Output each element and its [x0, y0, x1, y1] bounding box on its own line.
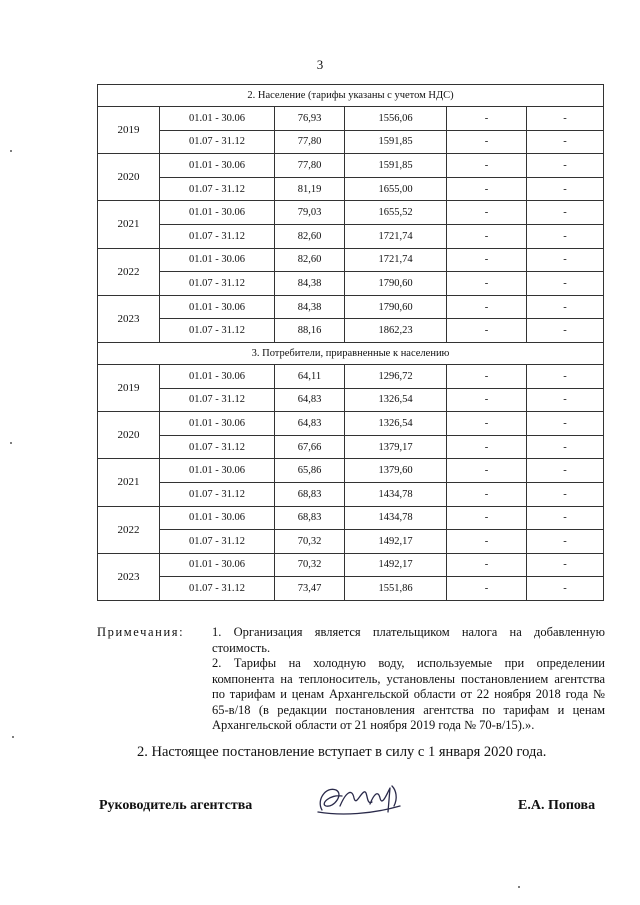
- tariff-table: [97, 84, 604, 601]
- table-row: [98, 248, 604, 272]
- note-item: 2. Тарифы на холодную воду, используемые при определении компонента на теплоноситель, установлены постановлением агентства по тарифам и ценам Архангельской области от 22 ноября 2018 года № 65-в/18 (в редакции постановления агентства по тарифам и ценам Архангельской области от 21 ноября 2019 года № 70-в/15).».: [212, 656, 605, 732]
- tariff-cell: -: [447, 388, 527, 412]
- tariff-cell: -: [527, 272, 604, 296]
- tariff-cell: -: [527, 435, 604, 459]
- tariff-cell: 65,86: [275, 459, 345, 483]
- tariff-cell: -: [527, 154, 604, 178]
- tariff-cell: 1434,78: [345, 506, 447, 530]
- year-cell: 2021: [98, 459, 160, 506]
- tariff-cell: -: [527, 295, 604, 319]
- notes-label: Примечания:: [97, 625, 185, 639]
- tariff-cell: 68,83: [275, 482, 345, 506]
- tariff-cell: 88,16: [275, 319, 345, 343]
- tariff-cell: -: [447, 224, 527, 248]
- signatory-name: Е.А. Попова: [518, 798, 596, 813]
- tariff-cell: 1379,60: [345, 459, 447, 483]
- year-cell: 2020: [98, 154, 160, 201]
- year-cell: 2023: [98, 295, 160, 342]
- tariff-cell: -: [527, 248, 604, 272]
- tariff-cell: 1721,74: [345, 248, 447, 272]
- year-cell: 2021: [98, 201, 160, 248]
- page-number: 3: [316, 57, 324, 72]
- tariff-cell: -: [447, 435, 527, 459]
- tariff-cell: 67,66: [275, 435, 345, 459]
- tariff-cell: 1492,17: [345, 553, 447, 577]
- table-row: [98, 224, 604, 248]
- tariff-cell: 84,38: [275, 272, 345, 296]
- year-cell: 2022: [98, 248, 160, 295]
- table-row: [98, 435, 604, 459]
- table-row: [98, 577, 604, 601]
- period-cell: 01.07 - 31.12: [160, 272, 275, 296]
- tariff-cell: -: [527, 577, 604, 601]
- table-row: [98, 319, 604, 343]
- tariff-cell: -: [447, 482, 527, 506]
- signatory-position: Руководитель агентства: [99, 798, 253, 813]
- period-cell: 01.07 - 31.12: [160, 482, 275, 506]
- tariff-cell: -: [447, 201, 527, 225]
- scan-mark: [518, 886, 520, 888]
- period-cell: 01.01 - 30.06: [160, 295, 275, 319]
- tariff-cell: 1655,00: [345, 177, 447, 201]
- year-cell: 2022: [98, 506, 160, 553]
- tariff-cell: 1551,86: [345, 577, 447, 601]
- table-row: [98, 272, 604, 296]
- period-cell: 01.01 - 30.06: [160, 248, 275, 272]
- tariff-cell: -: [527, 130, 604, 154]
- tariff-cell: 1591,85: [345, 154, 447, 178]
- period-cell: 01.01 - 30.06: [160, 201, 275, 225]
- tariff-cell: 1721,74: [345, 224, 447, 248]
- tariff-cell: 1434,78: [345, 482, 447, 506]
- table-row: [98, 506, 604, 530]
- tariff-cell: 70,32: [275, 553, 345, 577]
- tariff-cell: 70,32: [275, 530, 345, 554]
- table-row: [98, 130, 604, 154]
- year-cell: 2020: [98, 412, 160, 459]
- period-cell: 01.01 - 30.06: [160, 459, 275, 483]
- section-title: 3. Потребители, приравненные к населению: [98, 342, 604, 364]
- scan-mark: [10, 442, 12, 444]
- period-cell: 01.01 - 30.06: [160, 506, 275, 530]
- tariff-cell: -: [447, 154, 527, 178]
- period-cell: 01.07 - 31.12: [160, 577, 275, 601]
- period-cell: 01.01 - 30.06: [160, 364, 275, 388]
- tariff-cell: -: [527, 364, 604, 388]
- tariff-cell: -: [527, 553, 604, 577]
- tariff-cell: -: [527, 459, 604, 483]
- tariff-cell: -: [447, 553, 527, 577]
- period-cell: 01.01 - 30.06: [160, 107, 275, 131]
- year-cell: 2023: [98, 553, 160, 600]
- section-title: 2. Население (тарифы указаны с учетом НДС): [98, 85, 604, 107]
- tariff-cell: -: [447, 506, 527, 530]
- table-row: [98, 482, 604, 506]
- table-row: [98, 388, 604, 412]
- handwritten-signature: [312, 776, 408, 824]
- tariff-cell: 82,60: [275, 248, 345, 272]
- table-row: [98, 412, 604, 436]
- note-item: 1. Организация является плательщиком налога на добавленную стоимость.: [212, 625, 605, 655]
- tariff-cell: -: [447, 530, 527, 554]
- tariff-cell: 77,80: [275, 130, 345, 154]
- period-cell: 01.07 - 31.12: [160, 319, 275, 343]
- tariff-cell: -: [447, 459, 527, 483]
- period-cell: 01.01 - 30.06: [160, 412, 275, 436]
- tariff-cell: 64,83: [275, 412, 345, 436]
- tariff-cell: 1790,60: [345, 295, 447, 319]
- tariff-cell: 79,03: [275, 201, 345, 225]
- table-row: [98, 177, 604, 201]
- tariff-cell: 1862,23: [345, 319, 447, 343]
- tariff-cell: 1296,72: [345, 364, 447, 388]
- tariff-cell: 1492,17: [345, 530, 447, 554]
- tariff-cell: -: [527, 412, 604, 436]
- tariff-cell: -: [527, 506, 604, 530]
- tariff-cell: -: [527, 482, 604, 506]
- year-cell: 2019: [98, 107, 160, 154]
- section-header-row: [98, 342, 604, 364]
- tariff-cell: -: [447, 272, 527, 296]
- period-cell: 01.07 - 31.12: [160, 224, 275, 248]
- tariff-cell: 1326,54: [345, 412, 447, 436]
- tariff-cell: 73,47: [275, 577, 345, 601]
- table-row: [98, 553, 604, 577]
- year-cell: 2019: [98, 364, 160, 411]
- tariff-cell: 1790,60: [345, 272, 447, 296]
- tariff-cell: 68,83: [275, 506, 345, 530]
- tariff-cell: -: [527, 107, 604, 131]
- table-row: [98, 530, 604, 554]
- table-row: [98, 364, 604, 388]
- table-row: [98, 107, 604, 131]
- tariff-cell: 1655,52: [345, 201, 447, 225]
- tariff-cell: 81,19: [275, 177, 345, 201]
- tariff-cell: -: [447, 412, 527, 436]
- period-cell: 01.07 - 31.12: [160, 435, 275, 459]
- period-cell: 01.01 - 30.06: [160, 553, 275, 577]
- tariff-cell: 1591,85: [345, 130, 447, 154]
- tariff-cell: -: [447, 248, 527, 272]
- tariff-cell: 77,80: [275, 154, 345, 178]
- tariff-cell: 82,60: [275, 224, 345, 248]
- period-cell: 01.07 - 31.12: [160, 530, 275, 554]
- tariff-cell: 76,93: [275, 107, 345, 131]
- period-cell: 01.07 - 31.12: [160, 177, 275, 201]
- tariff-cell: 1379,17: [345, 435, 447, 459]
- tariff-cell: -: [527, 201, 604, 225]
- tariff-cell: -: [447, 295, 527, 319]
- period-cell: 01.07 - 31.12: [160, 388, 275, 412]
- table-row: [98, 201, 604, 225]
- tariff-cell: -: [527, 530, 604, 554]
- clause-text: 2. Настоящее постановление вступает в силу с 1 января 2020 года.: [137, 744, 547, 760]
- tariff-cell: 84,38: [275, 295, 345, 319]
- period-cell: 01.07 - 31.12: [160, 130, 275, 154]
- tariff-cell: -: [527, 177, 604, 201]
- tariff-cell: -: [527, 319, 604, 343]
- tariff-cell: 1556,06: [345, 107, 447, 131]
- period-cell: 01.01 - 30.06: [160, 154, 275, 178]
- tariff-cell: 64,83: [275, 388, 345, 412]
- tariff-cell: 64,11: [275, 364, 345, 388]
- tariff-cell: -: [447, 319, 527, 343]
- tariff-cell: -: [447, 177, 527, 201]
- tariff-cell: -: [447, 130, 527, 154]
- table-row: [98, 295, 604, 319]
- scan-mark: [12, 736, 14, 738]
- table-row: [98, 459, 604, 483]
- tariff-cell: -: [527, 224, 604, 248]
- tariff-cell: 1326,54: [345, 388, 447, 412]
- tariff-cell: -: [447, 364, 527, 388]
- scan-mark: [10, 150, 12, 152]
- section-header-row: [98, 85, 604, 107]
- tariff-cell: -: [447, 577, 527, 601]
- tariff-cell: -: [527, 388, 604, 412]
- table-row: [98, 154, 604, 178]
- tariff-cell: -: [447, 107, 527, 131]
